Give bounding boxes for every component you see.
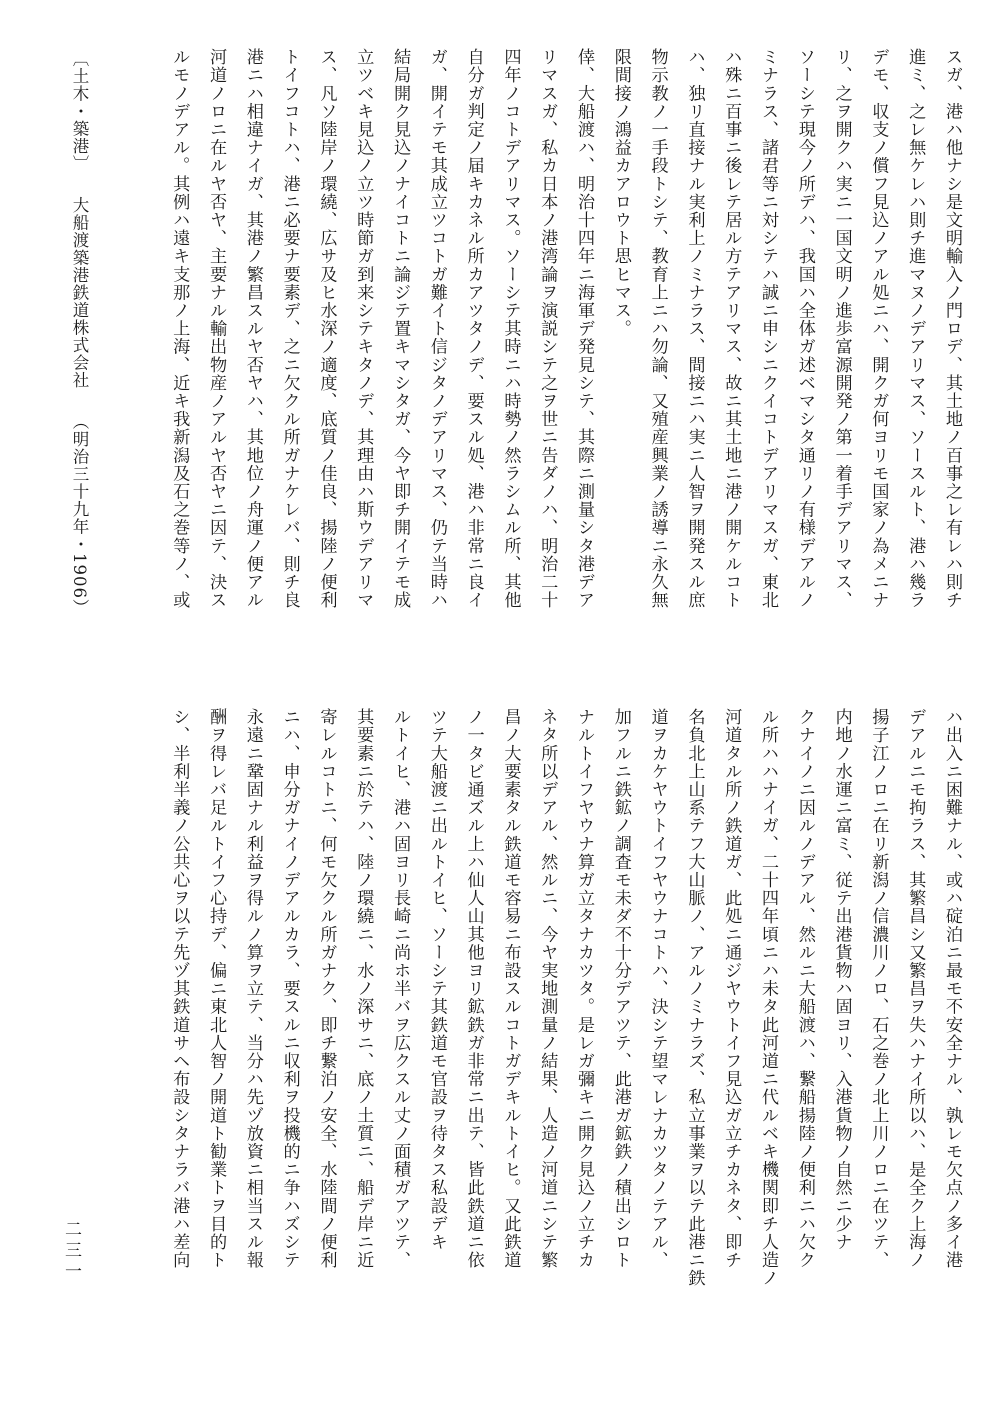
text-column: 立ツベキ見込ノ立ツ時節ガ到来シテキタノデ、其理由ハ斯ウデアリマ <box>353 48 374 610</box>
text-column: デアルニモ拘ラス、其繁昌シ又繁昌ヲ失ハナイ所以ハ、是全ク上海ノ <box>905 708 926 1270</box>
text-column: スガ、港ハ他ナシ是文明輸入ノ門ロデ、其土地ノ百事之レ有レハ則チ <box>942 48 962 610</box>
text-column: リ、之ヲ開クハ実ニ一国文明ノ進歩富源開発ノ第一着手デアリマス、 <box>831 48 852 610</box>
text-column: ノ一タビ通ズル上ハ仙人山其他ヨリ鉱鉄ガ非常ニ出テ、皆此鉄道ニ依 <box>463 708 484 1270</box>
text-column: リマスガ、私カ日本ノ港湾論ヲ演説シテ之ヲ世ニ告ダノハ、明治二十 <box>537 48 558 610</box>
text-column: ス、凡ソ陸岸ノ環繞、広サ及ヒ水深ノ適度、底質ノ佳良、揚陸ノ便利 <box>316 48 337 610</box>
text-column: 寄レルコトニ、何モ欠クル所ガナク、即チ繋泊ノ安全、水陸間ノ便利 <box>316 708 337 1270</box>
text-column: ネタ所以デアル、然ルニ、今ヤ実地測量ノ結果、人造ノ河道ニシテ繁 <box>537 708 558 1270</box>
date-label: （明治三十九年・1906） <box>70 413 89 617</box>
text-column: ナルトイフヤウナ算ガ立タナカツタ。是レガ彌キニ開ク見込ノ立チカ <box>574 708 595 1270</box>
text-column: ツテ大船渡ニ出ルトイヒ、ソーシテ其鉄道モ官設ヲ待タス私設デキ <box>426 708 447 1251</box>
category-label: 〔土木・築港〕 <box>70 50 89 173</box>
text-column: デモ、収支ノ償フ見込ノアル処ニハ、開クガ何ヨリモ国家ノ為メニナ <box>868 48 889 610</box>
text-column: 進ミ、之レ無ケレハ則チ進マヌノデアリマス、ソースルト、港ハ幾ラ <box>905 48 926 610</box>
text-column: 物示教ノ一手段トシテ、教育上ニハ勿論、又殖産興業ノ誘導ニ永久無 <box>647 48 668 610</box>
text-column: ル所ハハナイガ、二十四年頃ニハ未タ此河道ニ代ルベキ機関即チ人造ノ <box>758 708 779 1288</box>
text-column: 昌ノ大要素タル鉄道モ容易ニ布設スルコトガデキルトイヒ。又此鉄道 <box>500 708 521 1270</box>
upper-text-block <box>108 48 970 658</box>
text-column: ハ殊ニ百事ニ後レテ居ル方テアリマス、故ニ其土地ニ港ノ開ケルコト <box>721 48 742 610</box>
text-column: 結局開ク見込ノナイコトニ論ジテ置キマシタガ、今ヤ即チ開イテモ成 <box>390 48 411 610</box>
lower-text-block <box>90 708 970 1342</box>
text-column: トイフコトハ、港ニ必要ナ要素デ、之ニ欠クル所ガナケレバ、則チ良 <box>279 48 300 610</box>
text-column: ルモノデアル。其例ハ遠キ支那ノ上海、近キ我新潟及石之巻等ノ、或 <box>169 48 190 610</box>
text-column: ミナラス、諸君等ニ対シテハ誠ニ申シニクイコトデアリマスガ、東北 <box>758 48 779 610</box>
text-column: 河道タル所ノ鉄道ガ、此処ニ通ジヤウトイフ見込ガ立チカネタ、即チ <box>721 708 742 1270</box>
text-column: 酬ヲ得レバ足ルトイフ心持デ、偏ニ東北人智ノ開道ト勧業トヲ目的ト <box>206 708 227 1270</box>
text-column: 揚子江ノロニ在リ新潟ノ信濃川ノロ、石之巻ノ北上川ノロニ在ツテ、 <box>868 708 889 1270</box>
text-column: ハ、独リ直接ナル実利上ノミナラス、間接ニハ実ニ人智ヲ開発スル庶 <box>684 48 705 610</box>
text-column: 港ニハ相違ナイガ、其港ノ繁昌スルヤ否ヤハ、其地位ノ舟運ノ便アル <box>242 48 263 610</box>
text-column: ソーシテ現今ノ所デハ、我国ハ全体ガ述ベマシタ通リノ有様デアルノ <box>794 48 815 610</box>
text-column: ハ出入ニ困難ナル、或ハ碇泊ニ最モ不安全ナル、孰レモ欠点ノ多イ港 <box>942 708 962 1270</box>
text-column: ガ、開イテモ其成立ツコトガ難イト信ジタノデアリマス、仍テ当時ハ <box>426 48 447 610</box>
text-column: 永遠ニ鞏固ナル利益ヲ得ルノ算ヲ立テ、当分ハ先ヅ放資ニ相当スル報 <box>242 708 263 1270</box>
text-column: 自分ガ判定ノ届キカネル所カアツタノデ、要スル処、港ハ非常ニ良イ <box>463 48 484 610</box>
text-column: 加フルニ鉄鉱ノ調査モ未ダ不十分デアツテ、此港ガ鉱鉄ノ積出シロト <box>610 708 631 1270</box>
text-column: 倖、大船渡ハ、明治十四年ニ海軍デ発見シテ、其際ニ測量シタ港デア <box>574 48 595 610</box>
page-number: 二三一 <box>61 1220 81 1283</box>
text-column: 四年ノコトデアリマス。ソーシテ其時ニハ時勢ノ然ラシムル所、其他 <box>500 48 521 610</box>
author-label: 大船渡築港鉄道株式会社 <box>70 196 89 389</box>
source-caption <box>60 50 96 670</box>
text-column: ルトイヒ、港ハ固ヨリ長崎ニ尚ホ半バヲ広クスル丈ノ面積ガアツテ、 <box>390 708 411 1270</box>
text-column: 限間接ノ鴻益カアロウト思ヒマス。 <box>610 48 631 338</box>
text-column: 其要素ニ於テハ、陸ノ環繞ニ、水ノ深サニ、底ノ土質ニ、船デ岸ニ近 <box>353 708 374 1270</box>
text-column: クナイノニ因ルノデアル、然ルニ大船渡ハ、繋船揚陸ノ便利ニハ欠ク <box>794 708 815 1270</box>
text-column: 内地ノ水運ニ富ミ、従テ出港貨物ハ固ヨリ、入港貨物ノ自然ニ少ナ <box>831 708 852 1251</box>
text-column: 道ヲカケヤウトイフヤウナコトハ、決シテ望マレナカツタノテアル、 <box>647 708 668 1270</box>
text-column: 河道ノロニ在ルヤ否ヤ、主要ナル輸出物産ノアルヤ否ヤニ因テ、決ス <box>206 48 227 610</box>
text-column: ニハ、申分ガナイノデアルカラ、要スルニ収利ヲ投機的ニ争ハズシテ <box>279 708 300 1270</box>
text-column: シ、半利半義ノ公共心ヲ以テ先ヅ其鉄道サヘ布設シタナラバ港ハ差向 <box>169 708 190 1270</box>
text-column: 名負北上山系テフ大山脈ノ、アルノミナラズ、私立事業ヲ以テ此港ニ鉄 <box>684 708 705 1288</box>
